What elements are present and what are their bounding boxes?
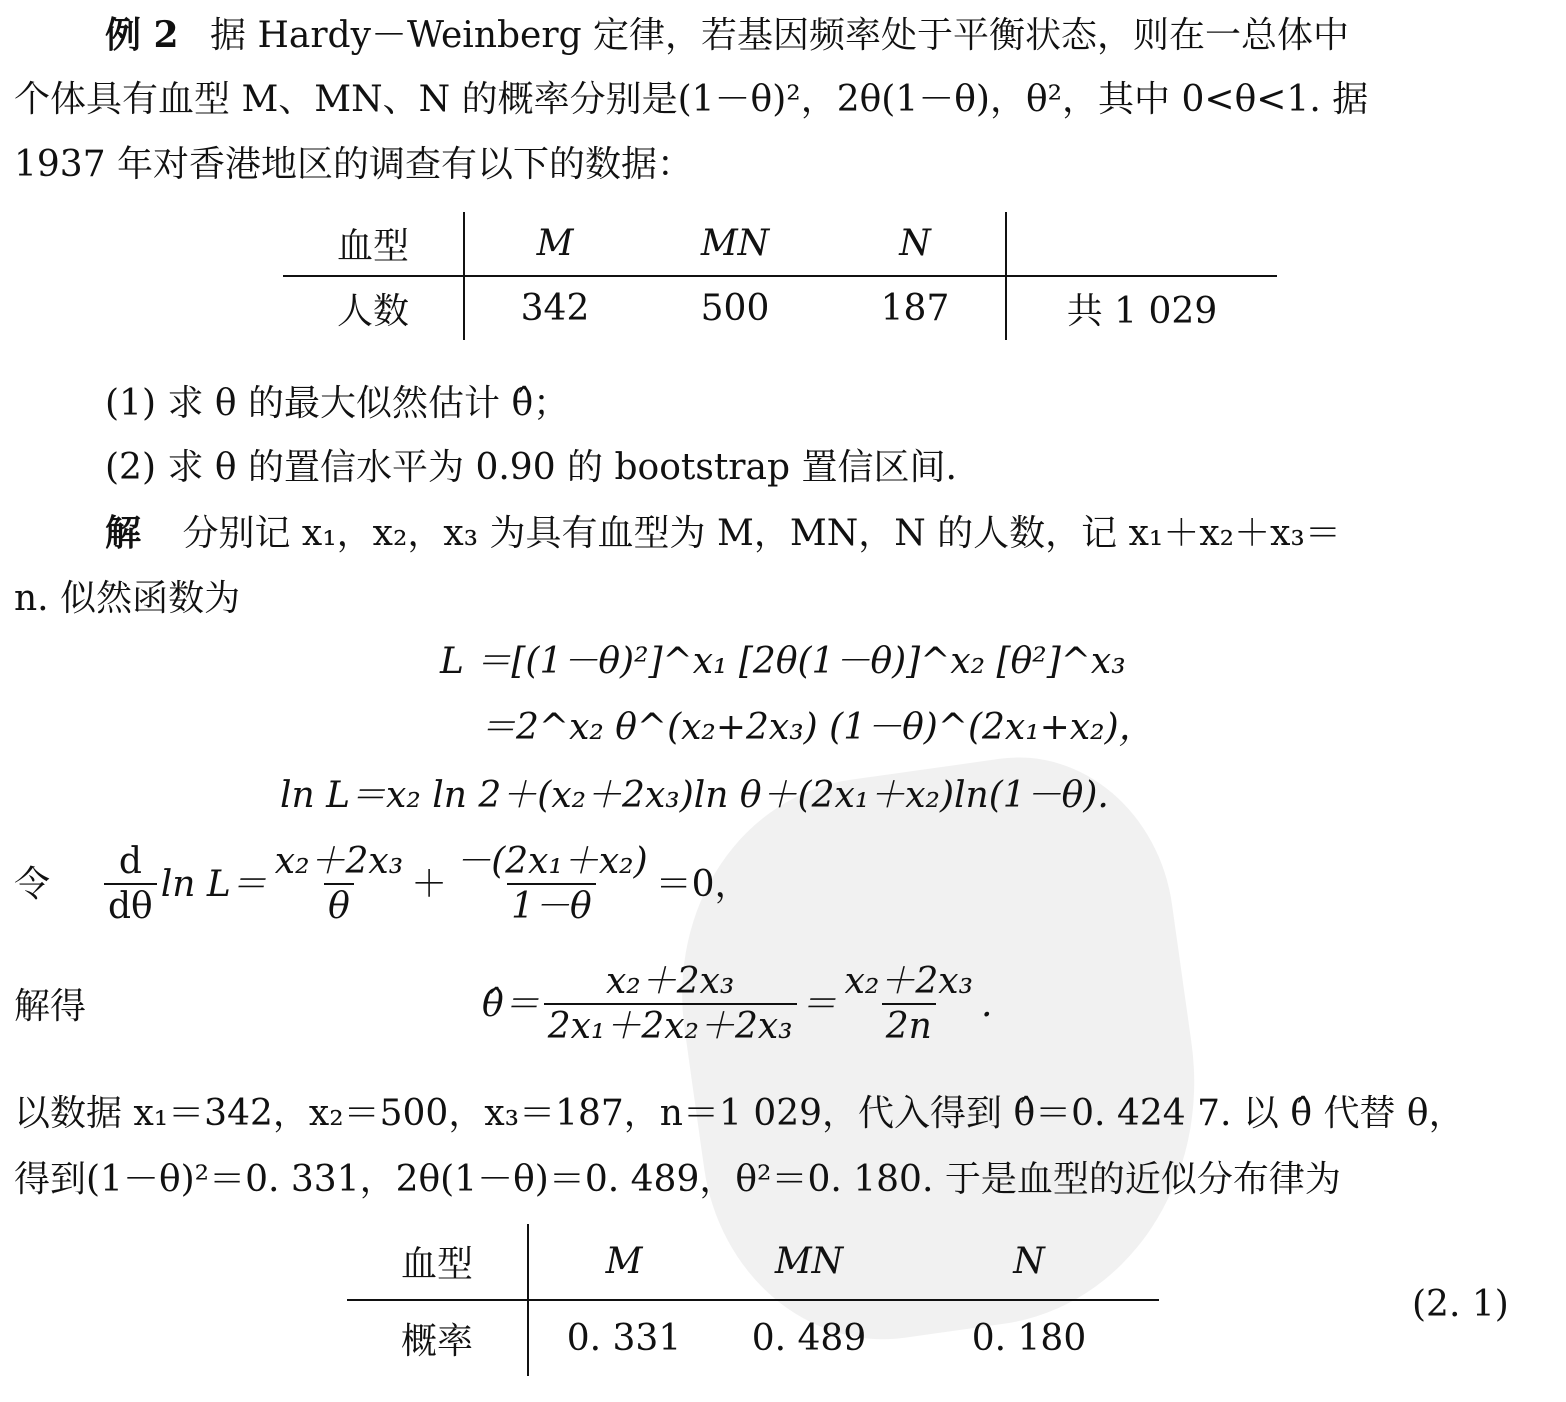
solution-label: 解 bbox=[105, 512, 142, 554]
equation-number: (2. 1) bbox=[1412, 1284, 1509, 1325]
solution-text-3: 以数据 x₁＝342，x₂＝500，x₃＝187，n＝1 029，代入得到 θ̂＝0. 424 7. 以 θ̂ 代替 θ， bbox=[14, 1093, 1465, 1134]
derivative-rhs: ＝0， bbox=[655, 863, 751, 905]
fraction-1 bbox=[271, 840, 407, 928]
table-header-row bbox=[347, 1224, 1159, 1300]
let-label: 令 bbox=[14, 863, 51, 905]
table-cell: 共 1 029 bbox=[1066, 291, 1218, 332]
solve-label: 解得 bbox=[14, 986, 87, 1027]
solution-line-1 bbox=[105, 512, 1341, 555]
question-2: (2) 求 θ 的置信水平为 0.90 的 bootstrap 置信区间. bbox=[105, 447, 957, 488]
solution-text-2: n. 似然函数为 bbox=[14, 578, 241, 619]
fraction-1-denominator: θ bbox=[324, 883, 354, 928]
solution-fraction-1-numerator: x₂＋2x₃ bbox=[605, 961, 735, 1002]
theta-hat-equation bbox=[482, 960, 992, 1048]
intro-text-2: 个体具有血型 M、MN、N 的概率分别是(1－θ)²，2θ(1－θ)，θ²，其中 0<θ<1. 据 bbox=[14, 79, 1369, 120]
table-cell: 0. 331 bbox=[566, 1318, 682, 1359]
table-header-cell: M bbox=[464, 212, 645, 276]
table-cell: 342 bbox=[520, 288, 590, 329]
example-line-1 bbox=[105, 14, 1349, 57]
table-header-cell: N bbox=[825, 212, 1006, 276]
table-row bbox=[347, 1300, 1159, 1376]
table-header-cell bbox=[1006, 212, 1277, 276]
solution-fraction-2-denominator: 2n bbox=[882, 1003, 936, 1048]
table-cell: 概率 bbox=[347, 1300, 528, 1376]
table-header-cell: M bbox=[528, 1224, 719, 1300]
question-1: (1) 求 θ 的最大似然估计 θ̂； bbox=[105, 383, 570, 424]
table-header-cell: 血型 bbox=[283, 212, 464, 276]
fraction-2 bbox=[451, 840, 651, 928]
table-cell: 0. 180 bbox=[971, 1318, 1087, 1359]
derivative-lhs: ln L＝ bbox=[160, 863, 267, 905]
equation-L-1: L ＝[(1－θ)²]^x₁ [2θ(1－θ)]^x₂ [θ²]^x₃ bbox=[440, 641, 1126, 682]
fraction-2-numerator: －(2x₁＋x₂) bbox=[455, 841, 648, 882]
plus-sign: ＋ bbox=[411, 863, 448, 905]
derivative-operator bbox=[104, 840, 157, 928]
table-cell: 人数 bbox=[283, 276, 464, 340]
theta-hat-lhs: θ̂＝ bbox=[482, 983, 540, 1025]
fraction-1-numerator: x₂＋2x₃ bbox=[274, 841, 404, 882]
period: . bbox=[981, 983, 993, 1025]
table-row bbox=[283, 276, 1277, 340]
equation-lnL: ln L＝x₂ ln 2＋(x₂＋2x₃)ln θ＋(2x₁＋x₂)ln(1－θ). bbox=[280, 775, 1109, 816]
intro-text-3: 1937 年对香港地区的调查有以下的数据： bbox=[14, 144, 694, 185]
solution-text-1: 分别记 x₁，x₂，x₃ 为具有血型为 M，MN，N 的人数，记 x₁＋x₂＋x₃＝ bbox=[182, 513, 1341, 554]
fraction-2-denominator: 1－θ bbox=[507, 883, 596, 928]
table-header-cell: MN bbox=[645, 212, 825, 276]
derivative-dtheta: dθ bbox=[104, 883, 157, 928]
derivative-d: d bbox=[118, 841, 142, 882]
solution-fraction-1 bbox=[544, 960, 797, 1048]
solution-fraction-2-numerator: x₂＋2x₃ bbox=[844, 961, 973, 1002]
equation-L-2: ＝2^x₂ θ^(x₂+2x₃) (1－θ)^(2x₁+x₂)， bbox=[480, 707, 1155, 748]
equals-sign: ＝ bbox=[800, 983, 837, 1025]
solution-fraction-1-denominator: 2x₁＋2x₂＋2x₃ bbox=[544, 1003, 797, 1048]
derivative-equation bbox=[14, 840, 751, 928]
example-title: 例 2 bbox=[105, 14, 179, 56]
intro-text-1: 据 Hardy－Weinberg 定律，若基因频率处于平衡状态，则在一总体中 bbox=[210, 15, 1350, 56]
table-header-cell: N bbox=[899, 1224, 1159, 1300]
table-header-cell: MN bbox=[719, 1224, 899, 1300]
table-cell: 500 bbox=[700, 288, 770, 329]
table-cell: 187 bbox=[825, 276, 1006, 340]
solution-fraction-2 bbox=[841, 960, 977, 1048]
solution-text-4: 得到(1－θ)²＝0. 331，2θ(1－θ)＝0. 489，θ²＝0. 180. 于是血型的近似分布律为 bbox=[14, 1159, 1341, 1200]
data-table bbox=[283, 212, 1277, 340]
table-cell: 0. 489 bbox=[751, 1318, 867, 1359]
distribution-table bbox=[347, 1224, 1159, 1376]
table-header-cell: 血型 bbox=[347, 1224, 528, 1300]
table-header-row bbox=[283, 212, 1277, 276]
